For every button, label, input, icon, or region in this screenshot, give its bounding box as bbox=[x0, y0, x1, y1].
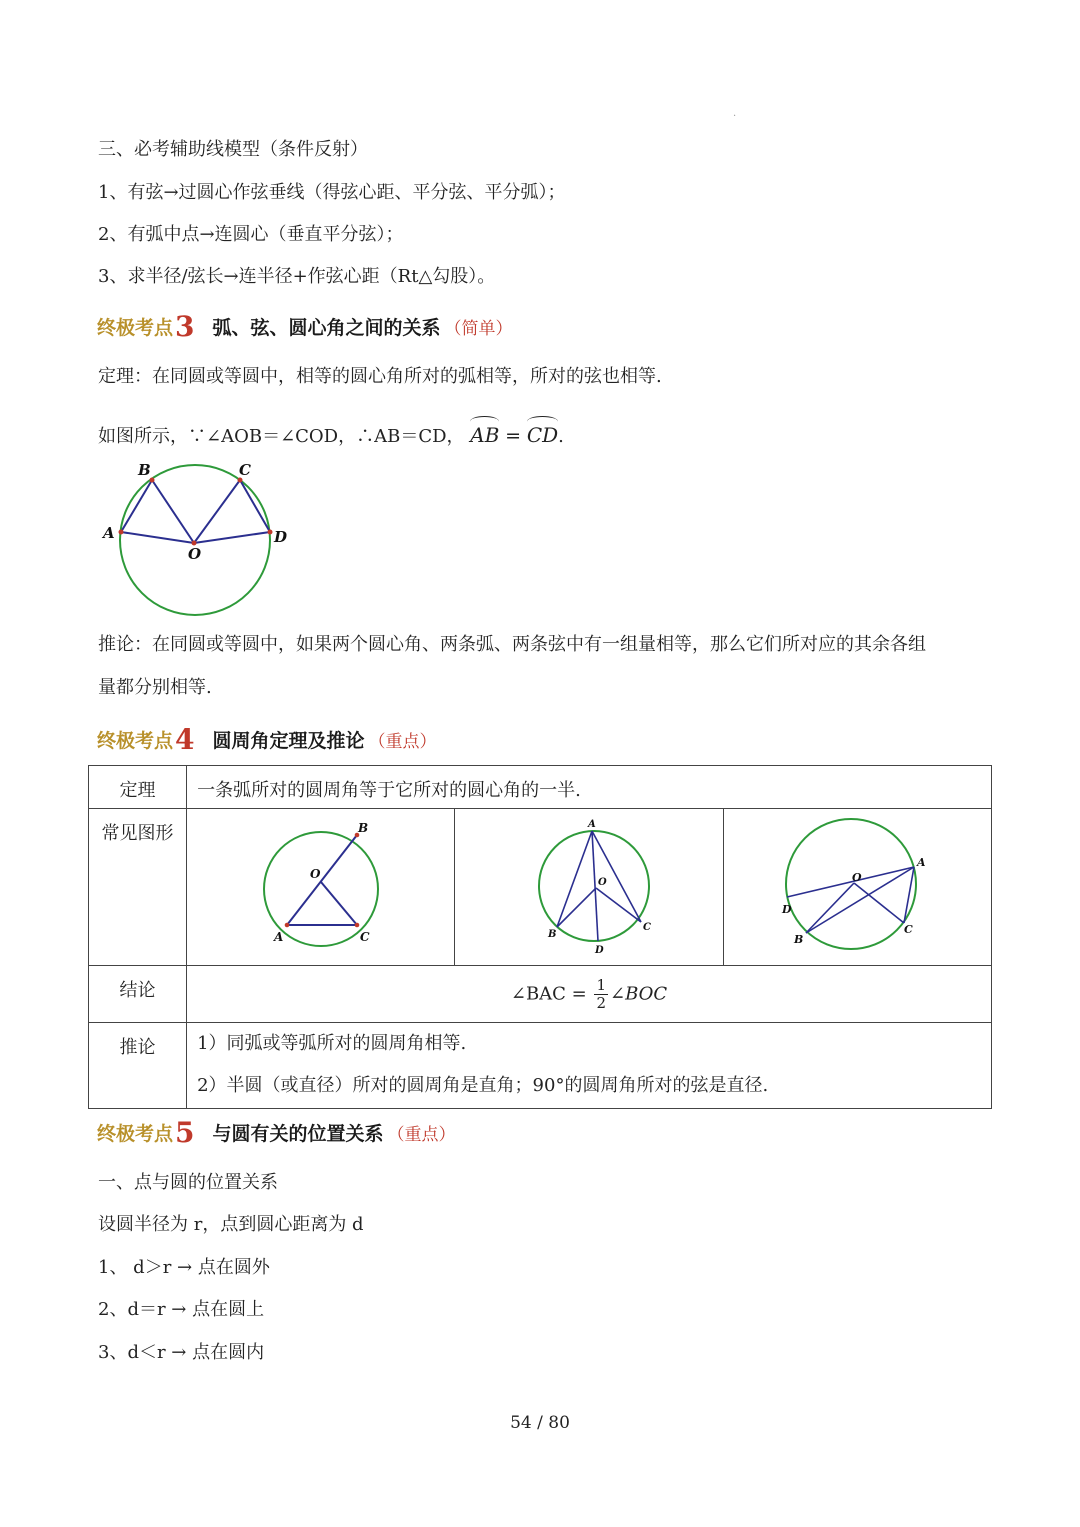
corollary-2: 2）半圆（或直径）所对的圆周角是直角；90°的圆周角所对的弦是直径. bbox=[197, 1075, 769, 1096]
kp5-sub-heading: 一、点与圆的位置关系 bbox=[98, 1172, 278, 1193]
fig2-label-b: B bbox=[548, 929, 557, 940]
kp3-figure bbox=[98, 455, 288, 620]
kp3-seg-cd bbox=[240, 480, 270, 532]
corollary-cell bbox=[187, 1023, 992, 1109]
kp3-seg-bo bbox=[152, 480, 194, 543]
kp5-heading bbox=[97, 1118, 456, 1150]
kp3-prefix: 终极考点 bbox=[97, 317, 174, 339]
kp3-example-text: 如图所示，∵∠AOB＝∠COD，∴AB＝CD， bbox=[98, 426, 465, 447]
fig1-label-o: O bbox=[310, 867, 321, 881]
figure-1 bbox=[187, 809, 455, 960]
figure-cell-1 bbox=[187, 809, 455, 966]
fig3-label-d: D bbox=[781, 903, 792, 916]
fig2-circle bbox=[539, 831, 652, 941]
fig2-label-a: A bbox=[588, 819, 597, 830]
figure-cell-2 bbox=[455, 809, 723, 966]
kp3-example-end: . bbox=[558, 426, 564, 447]
kp3-seg-ab bbox=[121, 480, 152, 532]
kp5-item-3: 3、d＜r → 点在圆内 bbox=[98, 1342, 265, 1363]
kp3-title: 弧、弦、圆心角之间的关系 bbox=[212, 317, 441, 339]
kp3-number: 3 bbox=[175, 310, 195, 343]
kp5-title: 与圆有关的位置关系 bbox=[212, 1123, 384, 1145]
kp3-label-c: C bbox=[239, 461, 251, 479]
section-three-heading: 三、必考辅助线模型（条件反射） bbox=[98, 139, 368, 160]
fig2-label-o: O bbox=[598, 877, 608, 888]
fig1-seg-oc bbox=[321, 882, 357, 925]
fig1-point-a bbox=[285, 923, 290, 928]
fig2-seg-oc bbox=[596, 888, 641, 922]
row-label-figures: 常见图形 bbox=[89, 809, 187, 966]
fraction-half bbox=[594, 977, 608, 1012]
fig3-seg-ad bbox=[787, 867, 914, 897]
kp3-heading bbox=[97, 312, 513, 344]
kp5-item-1: 1、 d＞r → 点在圆外 bbox=[98, 1257, 270, 1278]
kp5-prefix: 终极考点 bbox=[97, 1123, 174, 1145]
arc-ab: AB bbox=[470, 418, 499, 448]
fig2-seg-ab bbox=[557, 831, 592, 927]
kp3-tag: （简单） bbox=[444, 319, 513, 339]
kp4-tag: （重点） bbox=[368, 732, 437, 752]
figure-cell-3 bbox=[723, 809, 991, 966]
kp4-table bbox=[88, 765, 992, 1109]
figure-3 bbox=[724, 809, 992, 960]
arc-equals: = bbox=[505, 425, 522, 447]
row-label-corollary: 推论 bbox=[89, 1023, 187, 1109]
fig3-label-c: C bbox=[903, 923, 913, 936]
kp5-item-2: 2、d＝r → 点在圆上 bbox=[98, 1299, 265, 1320]
fig1-circle bbox=[264, 832, 378, 946]
fig1-label-a: A bbox=[274, 930, 284, 944]
kp3-example bbox=[98, 418, 564, 450]
kp3-corollary-1: 推论：在同圆或等圆中，如果两个圆心角、两条弧、两条弦中有一组量相等，那么它们所对应的其余各组 bbox=[98, 634, 926, 655]
kp5-number: 5 bbox=[175, 1116, 195, 1149]
section-three-item-3: 3、求半径/弦长→连半径+作弦心距（Rt△勾股）。 bbox=[98, 266, 496, 287]
section-three-item-1: 1、有弦→过圆心作弦垂线（得弦心距、平分弦、平分弧）； bbox=[98, 182, 566, 203]
kp3-seg-ao bbox=[121, 532, 194, 543]
fig3-label-o: O bbox=[851, 871, 862, 884]
fig2-seg-ob bbox=[557, 888, 596, 927]
section-three-item-2: 2、有弧中点→连圆心（垂直平分弦）； bbox=[98, 224, 404, 245]
kp4-prefix: 终极考点 bbox=[97, 730, 174, 752]
fraction-denominator: 2 bbox=[596, 993, 607, 1012]
kp3-theorem: 定理：在同圆或等圆中，相等的圆心角所对的弧相等，所对的弦也相等. bbox=[98, 366, 662, 387]
fig3-label-b: B bbox=[793, 933, 803, 946]
theorem-text: 一条弧所对的圆周角等于它所对的圆心角的一半. bbox=[187, 766, 992, 809]
kp5-tag: （重点） bbox=[387, 1125, 456, 1145]
kp3-label-a: A bbox=[103, 524, 115, 542]
kp3-point-a bbox=[119, 530, 124, 535]
fig1-label-b: B bbox=[358, 821, 369, 835]
fig2-label-c: C bbox=[643, 922, 652, 933]
fig3-label-a: A bbox=[916, 856, 926, 869]
fraction-numerator: 1 bbox=[596, 975, 607, 994]
conclusion-cell bbox=[187, 966, 992, 1023]
kp3-point-d bbox=[268, 530, 273, 535]
fig1-label-c: C bbox=[360, 930, 370, 944]
row-label-conclusion: 结论 bbox=[89, 966, 187, 1023]
page-marker: . bbox=[733, 108, 737, 119]
fig2-label-d: D bbox=[595, 945, 605, 956]
kp3-corollary-2: 量都分别相等. bbox=[98, 677, 212, 698]
conclusion-left: ∠BAC = bbox=[510, 983, 587, 1004]
kp3-label-o: O bbox=[188, 545, 202, 563]
fig1-point-c bbox=[355, 923, 360, 928]
page-number: 54 / 80 bbox=[510, 1413, 570, 1433]
fig3-circle bbox=[786, 819, 916, 949]
figure-2 bbox=[455, 809, 723, 960]
kp5-setup: 设圆半径为 r，点到圆心距离为 d bbox=[98, 1214, 364, 1235]
kp3-seg-co bbox=[194, 480, 240, 543]
kp4-number: 4 bbox=[175, 723, 195, 756]
kp3-label-d: D bbox=[274, 528, 288, 546]
conclusion-right: ∠BOC bbox=[610, 983, 668, 1004]
kp4-title: 圆周角定理及推论 bbox=[212, 730, 365, 752]
kp4-heading bbox=[97, 725, 437, 757]
kp3-label-b: B bbox=[138, 461, 151, 479]
kp3-seg-do bbox=[194, 532, 270, 543]
corollary-1: 1）同弧或等弧所对的圆周角相等. bbox=[197, 1033, 467, 1054]
row-label-theorem: 定理 bbox=[89, 766, 187, 809]
arc-cd: CD bbox=[527, 418, 558, 448]
